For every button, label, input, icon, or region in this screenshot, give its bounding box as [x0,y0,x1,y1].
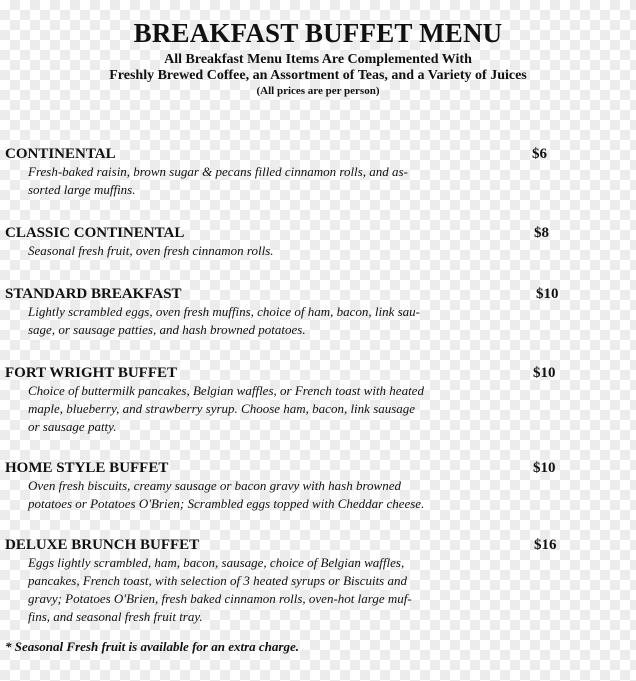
menu-item-deluxe-brunch-buffet [5,536,605,626]
item-price: $10 [533,365,556,381]
item-description [28,242,478,260]
item-description [28,477,478,513]
footnote: * Seasonal Fresh fruit is available for an extra charge. [5,639,299,654]
subtitle-line-1: All Breakfast Menu Items Are Complemented With [164,52,472,67]
item-name: DELUXE BRUNCH BUFFET [5,537,200,553]
description-line: gravy; Potatoes O'Brien, fresh baked cinnamon rolls, oven-hot large muf- [28,591,412,606]
description-line: or sausage patty. [28,419,117,434]
description-line: pancakes, French toast, with selection of 3 heated syrups or Biscuits and [28,573,407,588]
description-line: Seasonal fresh fruit, oven fresh cinnamon rolls. [28,243,274,258]
item-price: $10 [533,460,556,476]
menu-item-classic-continental [5,224,605,260]
menu-item-home-style-buffet [5,459,605,513]
item-price: $16 [534,537,557,553]
item-name: STANDARD BREAKFAST [5,286,182,302]
description-line: Fresh-baked raisin, brown sugar & pecans filled cinnamon rolls, and as- [28,164,408,179]
menu-item-standard-breakfast [5,285,605,339]
description-line: sorted large muffins. [28,182,136,197]
description-line: Choice of buttermilk pancakes, Belgian waffles, or French toast with heated [28,383,424,398]
item-description [28,382,478,436]
description-line: Oven fresh biscuits, creamy sausage or bacon gravy with hash browned [28,478,401,493]
item-name: CLASSIC CONTINENTAL [5,225,185,241]
description-line: Eggs lightly scrambled, ham, bacon, sausage, choice of Belgian waffles, [28,555,405,570]
item-description [28,163,478,199]
item-name: CONTINENTAL [5,146,116,162]
price-note: (All prices are per person) [256,85,380,97]
menu-title: BREAKFAST BUFFET MENU [133,18,503,48]
description-line: potatoes or Potatoes O'Brien; Scrambled eggs topped with Cheddar cheese. [28,496,425,511]
description-line: Lightly scrambled eggs, oven fresh muffins, choice of ham, bacon, link sau- [28,304,420,319]
item-description [28,303,478,339]
description-line: sage, or sausage patties, and hash browned potatoes. [28,322,306,337]
item-name: HOME STYLE BUFFET [5,460,169,476]
description-line: fins, and seasonal fresh fruit tray. [28,609,203,624]
item-price: $8 [534,225,549,241]
item-price: $10 [536,286,559,302]
item-price: $6 [532,146,547,162]
item-description [28,554,478,626]
item-name: FORT WRIGHT BUFFET [5,365,178,381]
menu-item-fort-wright-buffet [5,364,605,436]
menu-item-continental [5,145,605,199]
description-line: maple, blueberry, and strawberry syrup. Choose ham, bacon, link sausage [28,401,416,416]
subtitle-line-2: Freshly Brewed Coffee, an Assortment of Teas, and a Variety of Juices [109,68,527,83]
